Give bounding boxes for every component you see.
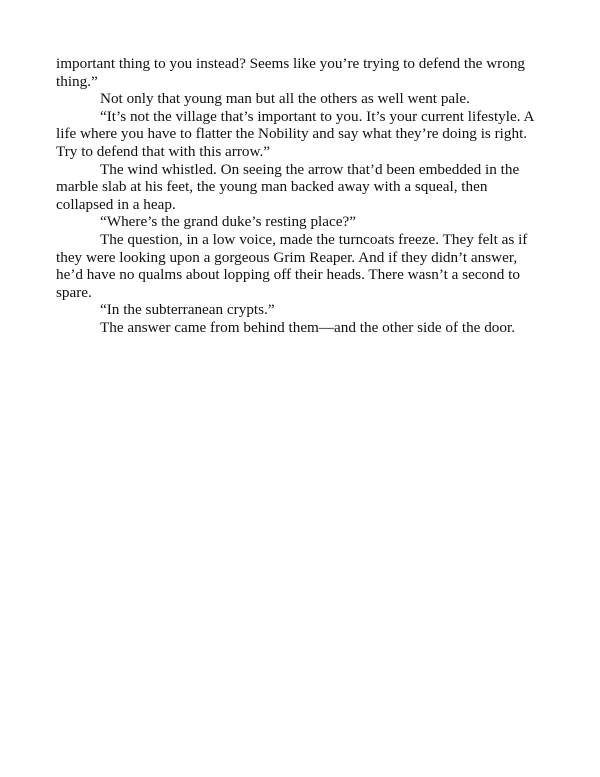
paragraph-1: important thing to you instead? Seems like you’re trying to defend the wrong thing.” bbox=[56, 55, 526, 90]
paragraph-3: “It’s not the village that’s important to you. It’s your current lifestyle. A life where you have to flatter the Nobility and say what they’re doing is right. Try to defend that with this arrow.” bbox=[56, 107, 534, 160]
paragraph-5: “Where’s the grand duke’s resting place?” bbox=[100, 213, 356, 231]
paragraph-8: The answer came from behind them—and the other side of the door. bbox=[100, 318, 515, 336]
paragraph-2: Not only that young man but all the others as well went pale. bbox=[100, 90, 470, 108]
paragraph-4: The wind whistled. On seeing the arrow that’d been embedded in the marble slab at his feet, the young man backed away with a squeal, then collapsed in a heap. bbox=[56, 160, 520, 213]
body-text bbox=[56, 55, 546, 337]
paragraph-6: The question, in a low voice, made the turncoats freeze. They felt as if they were looking upon a gorgeous Grim Reaper. And if they didn’t answer, he’d have no qualms about lopping off their heads. There wasn’t a second to spare. bbox=[56, 230, 528, 301]
paragraph-7: “In the subterranean crypts.” bbox=[100, 301, 275, 319]
